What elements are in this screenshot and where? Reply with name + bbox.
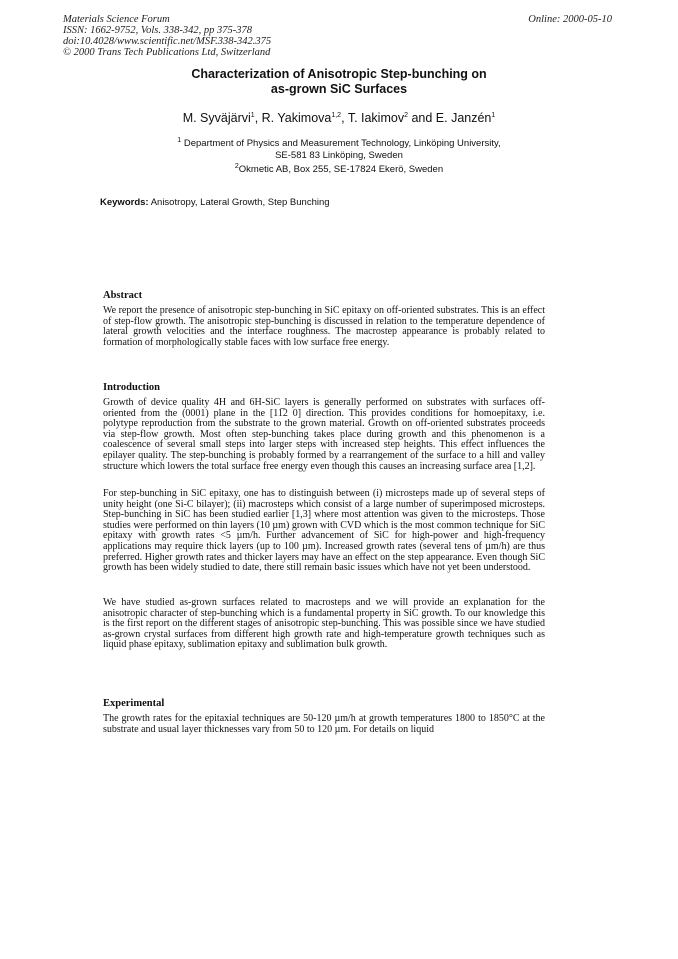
title-line-2: as-grown SiC Surfaces: [270, 82, 408, 96]
intro-paragraph-2: For step-bunching in SiC epitaxy, one has to distinguish between (i) microsteps made up of several steps of unity height (one Si-C bilayer); (ii) macrosteps which consist of a large number of superimposed microsteps. Step-bunching in SiC has been studied earlier [1,3] where most attention was given to the microsteps. Those studies were performed on thin layers (10 µm) grown with CVD which is the most common technique for SiC epitaxy with growth rates <5 µm/h. Further advancement of SiC for high-power and high-frequency applications may require thick layers (up to 100 µm). Increased growth rates (several tens of µm/h) are thus preferred. Higher growth rates and thicker layers may have an effect on the step appearance. Even though SiC growth has been widely studied to date, there still remain basic issues which have not yet been understood.: [103, 488, 545, 574]
paper-title: [0, 67, 678, 97]
introduction-heading: Introduction: [103, 382, 160, 393]
affiliation-line: Okmetic AB, Box 255, SE-17824 Ekerö, Sweden: [238, 164, 444, 175]
intro-paragraph-1: Growth of device quality 4H and 6H-SiC layers is generally performed on substrates with surfaces off-oriented from the (0001) plane in the [11̅2 0] direction. This provides conditions for homoepitaxy, i.e. polytype reproduction from the substrate to the grown material. Growth on off-oriented substrates proceeds via step-flow growth. Most often step-bunching takes place during growth and this phenomenon is a coalescence of several small steps into larger steps with increased step heights. This effect influences the epilayer quality. The step-bunching is probably formed by a rearrangement of the surface to a hill and valley structure which lowers the total surface free energy even though this causes an increasing surface area [1,2].: [103, 397, 545, 472]
affiliation-sup: 1: [177, 136, 182, 144]
abstract-heading: Abstract: [103, 290, 143, 301]
author-affil-sup: 2: [404, 111, 408, 119]
author-sep: ,: [254, 111, 262, 125]
author-name: M. Syväjärvi: [182, 111, 251, 125]
keywords: [100, 197, 330, 208]
affiliation-1: [0, 138, 678, 162]
author-name: T. Iakimov: [347, 111, 405, 125]
experimental-heading: Experimental: [103, 698, 165, 709]
author-affil-sup: 1: [250, 111, 255, 119]
author-affil-sup: 1,2: [331, 111, 342, 119]
keywords-label: Keywords:: [100, 197, 149, 208]
experimental-text: The growth rates for the epitaxial techniques are 50-120 µm/h at growth temperatures 1800 to 1850°C at the substrate and usual layer thicknesses vary from 50 to 120 µm. For details on liquid: [103, 713, 545, 735]
affiliation-line: Department of Physics and Measurement Technology, Linköping University,: [183, 138, 501, 149]
abstract-text: We report the presence of anisotropic step-bunching in SiC epitaxy on off-oriented substrates. This is an effect of step-flow growth. The anisotropic step-bunching is discussed in relation to the temperature dependence of lateral growth velocities and the interface roughness. The macrostep appearance is probably related to formation of morphologically stable faces with low surface free energy.: [103, 305, 545, 348]
journal-info: [63, 14, 271, 58]
intro-paragraph-3: We have studied as-grown surfaces related to macrosteps and we will provide an explanation for the anisotropic character of step-bunching which is a fundamental property in SiC growth. To our knowledge this is the first report on the different stages of anisotropic step-bunching. This was possible since we have studied as-grown crystal surfaces from different high growth rate and high-temperature growth techniques such as liquid phase epitaxy, sublimation epitaxy and sublimation bulk growth.: [103, 597, 545, 651]
journal-issn: ISSN: 1662-9752, Vols. 338-342, pp 375-378: [63, 25, 252, 36]
title-line-1: Characterization of Anisotropic Step-bunching on: [191, 67, 487, 81]
affiliation-sup: 2: [234, 162, 239, 170]
author-sep: ,: [341, 111, 348, 125]
journal-copyright: © 2000 Trans Tech Publications Ltd, Switzerland: [63, 47, 271, 58]
author-name: E. Janzén: [435, 111, 492, 125]
keywords-text: Anisotropy, Lateral Growth, Step Bunching: [150, 197, 330, 208]
author-sep: and: [407, 111, 436, 125]
affiliation-line: SE-581 83 Linköping, Sweden: [275, 150, 403, 161]
journal-name: Materials Science Forum: [63, 14, 170, 25]
author-list: [0, 111, 678, 125]
author-affil-sup: 1: [491, 111, 496, 119]
affiliation-2: [0, 164, 678, 176]
online-date: Online: 2000-05-10: [528, 14, 612, 25]
journal-doi: doi:10.4028/www.scientific.net/MSF.338-342.375: [63, 36, 272, 47]
author-name: R. Yakimova: [261, 111, 332, 125]
